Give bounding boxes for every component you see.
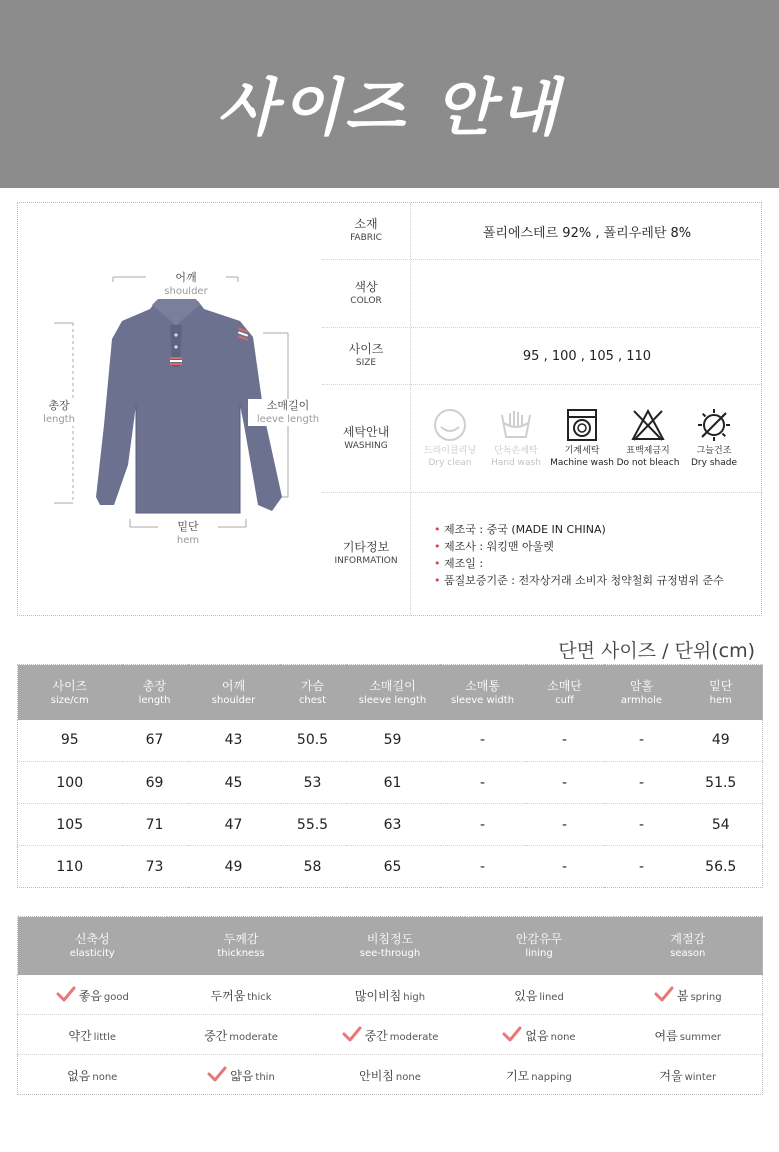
header-cell: 소매통 sleeve width [440,665,526,720]
fabric-row [322,203,762,260]
feature-cell: 중간 moderate [316,1015,465,1055]
header-cell: 암홀 armhole [604,665,680,720]
size-label-en: SIZE [355,358,377,368]
title-banner [0,0,779,188]
feature-table [17,916,763,1095]
feature-cell: 겨울 winter [659,1069,717,1083]
header-cell: 총장 length [122,665,188,720]
feature-cell: 봄 spring [614,975,763,1015]
fabric-value: 폴리에스테르 92% , 폴리우레탄 8% [482,225,692,241]
feature-cell: 기모 napping [506,1069,572,1083]
check-icon [502,1026,522,1042]
wash-item-hand-wash: 단독손세탁 Hand wash [480,407,552,469]
feature-cell: 많이비침 high [316,975,465,1015]
wash-item-no-bleach: 표백제금지 Do not bleach [612,407,684,469]
fabric-label-en: FABRIC [350,233,382,243]
fabric-label: 소재 [354,217,378,231]
hem-dimension: 밑단 hem [158,520,218,547]
color-value [412,260,762,327]
table-row: 105 71 47 55.5 63 - - - 54 [18,804,763,846]
header-cell: 사이즈 size/cm [18,665,122,720]
feature-cell: 얇음 thin [167,1055,316,1095]
size-table-header [18,665,763,720]
feature-cell: 안비침 none [359,1069,421,1083]
dry-shade-icon [696,407,732,443]
header-cell: 밑단 hem [680,665,763,720]
length-dimension: 총장 length [34,399,84,426]
shirt-diagram [43,265,320,546]
product-info-panel [17,202,762,616]
list-item: • 품질보증기준 : 전자상거래 소비자 청약철회 규정범위 준수 [434,572,754,589]
feature-cell: 약간 little [18,1015,167,1055]
feature-cell: 있음 lined [465,975,614,1015]
other-info-label-en: INFORMATION [334,556,398,566]
feature-cell: 두꺼움 thick [167,975,316,1015]
header-cell: 계절감 season [614,917,763,975]
color-row [322,260,762,328]
list-item: • 제조일 : [434,555,754,572]
wash-item-machine-wash: 기계세탁 Machine wash [546,407,618,469]
header-cell: 비침정도 see-through [316,917,465,975]
other-info-label: 기타정보 [342,540,390,554]
check-icon [56,986,76,1002]
dry-clean-icon [432,407,468,443]
header-cell: 신축성 elasticity [18,917,167,975]
feature-cell: 없음 none [67,1069,118,1083]
check-icon [342,1026,362,1042]
feature-cell: 없음 none [465,1015,614,1055]
washing-icons [414,385,762,492]
table-row [18,1055,763,1095]
header-cell: 소매단 cuff [526,665,604,720]
list-item: • 제조국 : 중국 (MADE IN CHINA) [434,521,754,538]
color-label: 색상 [354,279,378,294]
page-title: 사이즈 안내 [216,71,563,144]
feature-cell: 좋음 good [18,975,167,1015]
wash-item-dry-clean: 드라이클리닝 Dry clean [414,407,486,469]
washing-label-en: WASHING [344,440,388,451]
feature-cell: 중간 moderate [167,1015,316,1055]
no-bleach-icon [630,407,666,443]
washing-label: 세탁안내 [342,424,390,439]
feature-cell: 여름 summer [614,1015,763,1055]
feature-table-header [18,917,763,975]
size-label: 사이즈 [348,342,384,356]
table-row [18,1015,763,1055]
header-cell: 안감유무 lining [465,917,614,975]
wash-item-dry-shade: 그늘건조 Dry shade [678,407,750,469]
washing-row [322,385,762,493]
check-icon [207,1066,227,1082]
size-table [17,664,763,888]
header-cell: 두께감 thickness [167,917,316,975]
color-label-en: COLOR [350,295,382,306]
table-row: 110 73 49 58 65 - - - 56.5 [56,858,737,875]
sleeve-dimension: 소매길이 leeve length [248,399,328,426]
machine-wash-icon [564,407,600,443]
check-icon [654,986,674,1002]
size-value: 95 , 100 , 105 , 110 [522,348,652,364]
table-row: 100 69 45 53 61 - - - 51.5 [18,762,763,804]
list-item: • 제조사 : 워킹맨 아울렛 [434,538,754,555]
header-cell: 가슴 chest [280,665,346,720]
other-info-list [434,521,754,589]
size-section-label: 단면 사이즈 / 단위(cm) [558,640,755,662]
shoulder-dimension: 어깨 shoulder [146,271,226,298]
header-cell: 어깨 shoulder [188,665,280,720]
size-row [322,328,762,385]
table-row: 95 67 43 50.5 59 - - - 49 [18,720,763,762]
header-cell: 소매길이 sleeve length [346,665,440,720]
table-row [18,975,763,1015]
other-info-row [322,493,762,615]
hand-wash-icon [498,407,534,443]
